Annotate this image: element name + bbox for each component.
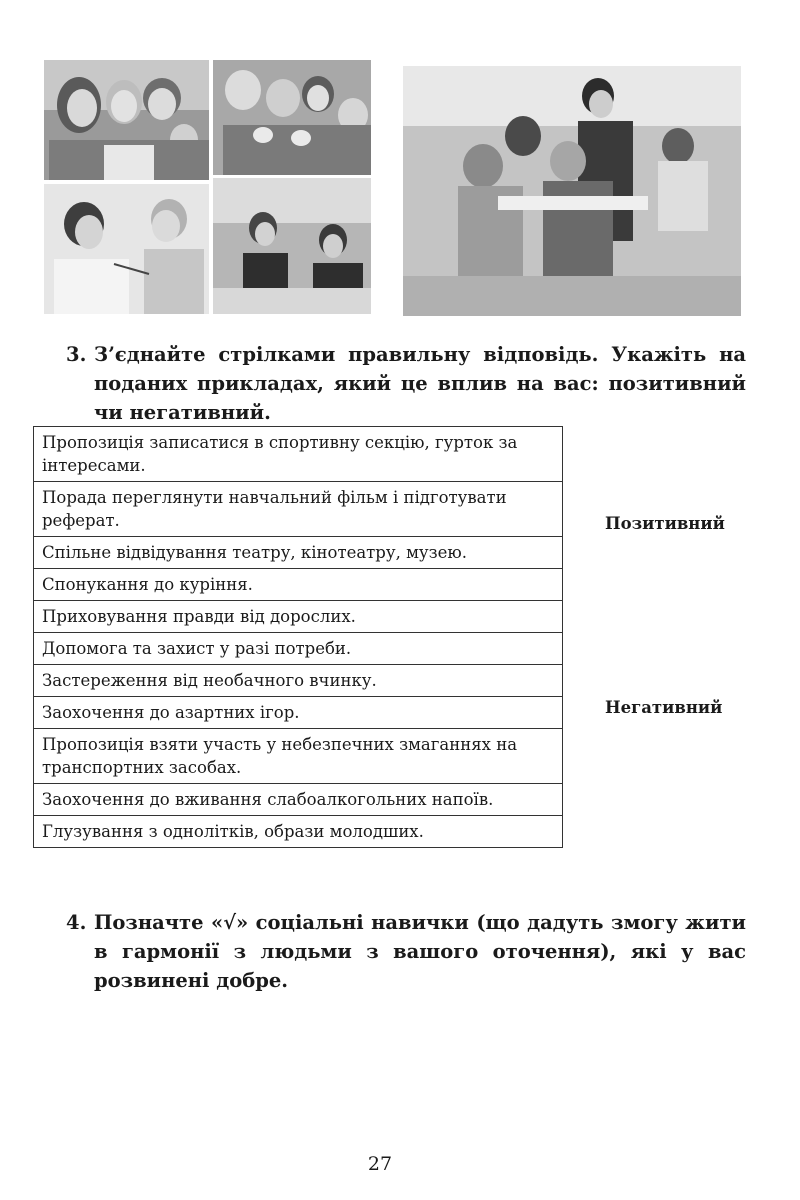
answer-positive: Позитивний: [605, 514, 725, 533]
statements-table: [33, 426, 563, 848]
statement-cell: Заохочення до азартних ігор.: [34, 697, 563, 729]
table-row: [34, 569, 563, 601]
task-3-number: 3.: [66, 343, 87, 366]
table-row: [34, 537, 563, 569]
table-row: [34, 482, 563, 537]
statement-cell: Спільне відвідування театру, кінотеатру, музею.: [34, 537, 563, 569]
table-row: [34, 697, 563, 729]
statement-cell: Глузування з однолітків, образи молодших.: [34, 816, 563, 848]
statement-cell: Спонукання до куріння.: [34, 569, 563, 601]
answer-negative: Негативний: [605, 698, 723, 717]
task-3: [66, 340, 746, 427]
task-4-text: Позначте «√» соціальні навички (що дадуть змогу жити в гармонії з людьми з вашого оточення), які у вас розвинені добре.: [94, 911, 746, 992]
table-row: [34, 633, 563, 665]
photo-family: [44, 60, 209, 180]
table-row: [34, 784, 563, 816]
table-row: [34, 729, 563, 784]
page-number: 27: [367, 1153, 393, 1175]
photo-police-officer-classroom: [403, 66, 741, 316]
table-row: [34, 665, 563, 697]
statement-cell: Пропозиція взяти участь у небезпечних змаганнях на транспортних засобах.: [34, 729, 563, 784]
statement-cell: Застереження від необачного вчинку.: [34, 665, 563, 697]
statement-cell: Порада переглянути навчальний фільм і підготувати реферат.: [34, 482, 563, 537]
task-3-text: З’єднайте стрілками правильну відповідь. Укажіть на поданих прикладах, який це вплив на вас: позитивний чи негативний.: [94, 343, 746, 424]
statement-cell: Заохочення до вживання слабоалкогольних напоїв.: [34, 784, 563, 816]
task-4-number: 4.: [66, 911, 87, 934]
task-4: [66, 908, 746, 995]
statement-cell: Пропозиція записатися в спортивну секцію, гурток за інтересами.: [34, 427, 563, 482]
table-row: [34, 427, 563, 482]
table-row: [34, 601, 563, 633]
statement-cell: Допомога та захист у разі потреби.: [34, 633, 563, 665]
photo-kids-thumbs-up: [213, 60, 371, 175]
statement-cell: Приховування правди від дорослих.: [34, 601, 563, 633]
table-row: [34, 816, 563, 848]
photo-classroom: [213, 178, 371, 314]
photo-doctor: [44, 184, 209, 314]
